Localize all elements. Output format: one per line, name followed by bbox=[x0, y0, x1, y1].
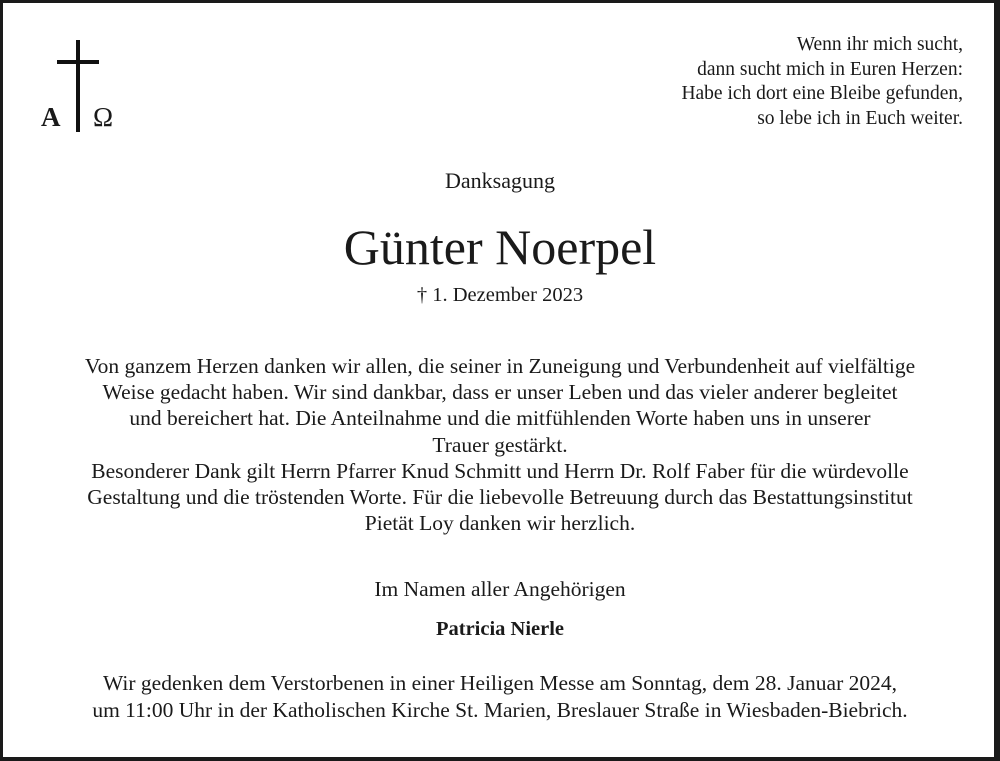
thanks-body bbox=[0, 353, 1000, 536]
cross-icon-bar bbox=[57, 60, 99, 64]
omega-letter: Ω bbox=[93, 102, 114, 132]
notice-heading: Danksagung bbox=[445, 168, 555, 193]
cross-icon bbox=[76, 40, 80, 132]
poem-line: dann sucht mich in Euren Herzen: bbox=[697, 58, 963, 80]
poem-line: Wenn ihr mich sucht, bbox=[796, 34, 963, 55]
body-line: Pietät Loy danken wir herzlich. bbox=[364, 511, 636, 536]
service-line: um 11:00 Uhr in der Katholischen Kirche St. Marien, Breslauer Straße in Wiesbaden-Biebrich. bbox=[92, 697, 908, 722]
body-line: Trauer gestärkt. bbox=[432, 432, 568, 457]
body-line: Von ganzem Herzen danken wir allen, die seiner in Zuneigung und Verbundenheit auf vielfältige bbox=[84, 354, 916, 378]
alpha-omega-cross-emblem bbox=[38, 40, 122, 134]
body-line: Weise gedacht haben. Wir sind dankbar, dass er unser Leben und das vieler anderer begleitet bbox=[102, 380, 898, 405]
closing-line: Im Namen aller Angehörigen bbox=[374, 577, 626, 601]
service-line: Wir gedenken dem Verstorbenen in einer Heiligen Messe am Sonntag, dem 28. Januar 2024, bbox=[102, 671, 898, 695]
memorial-service-info bbox=[0, 670, 1000, 723]
death-date: † 1. Dezember 2023 bbox=[416, 284, 584, 306]
body-line: Gestaltung und die tröstenden Worte. Für die liebevolle Betreuung durch das Bestattungsinstitut bbox=[87, 485, 913, 510]
alpha-letter: A bbox=[41, 102, 61, 132]
signatory-name: Patricia Nierle bbox=[435, 618, 565, 640]
body-line: Besonderer Dank gilt Herrn Pfarrer Knud Schmitt und Herrn Dr. Rolf Faber für die würdevolle bbox=[91, 458, 909, 483]
deceased-name: Günter Noerpel bbox=[343, 219, 657, 275]
poem-line: so lebe ich in Euch weiter. bbox=[757, 107, 963, 129]
poem-line: Habe ich dort eine Bleibe gefunden, bbox=[681, 83, 963, 104]
body-line: und bereichert hat. Die Anteilnahme und die mitfühlenden Worte haben uns in unserer bbox=[129, 406, 871, 431]
memorial-poem bbox=[681, 33, 963, 131]
